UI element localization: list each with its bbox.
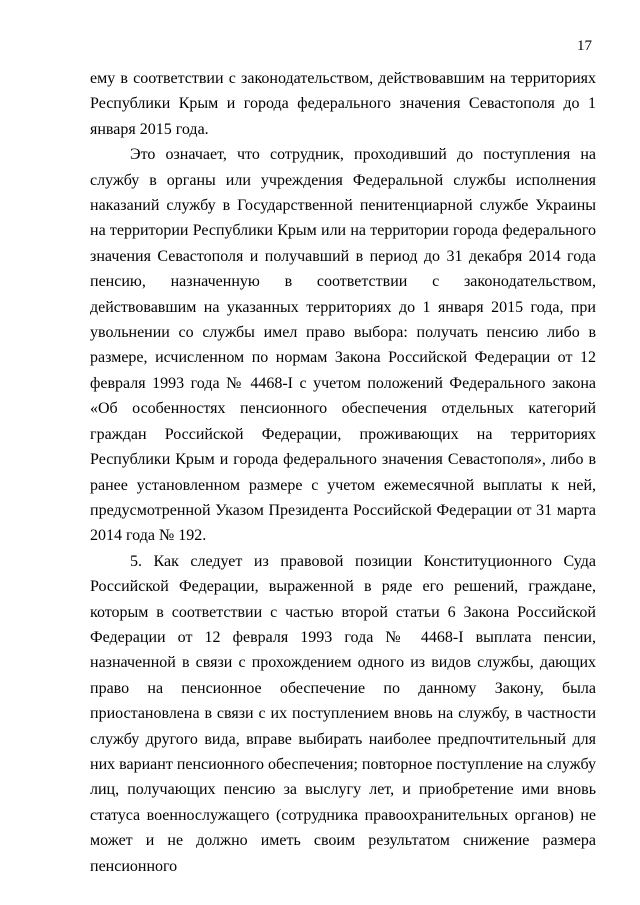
paragraph-continuation: ему в соответствии с законодательством, действовавшим на территориях Республики Крым и города федерального значения Севастополя до 1 января 2015 года.: [90, 70, 596, 138]
paragraph-item-5: 5. Как следует из правовой позиции Конституционного Суда Российской Федерации, выраженной в ряде его решений, граждане, которым в соответствии с частью второй статьи 6 Закона Российской Федерации от 12 февраля 1993 года № 4468-I выплата пенсии, назначенной в связи с прохождением одного из видов службы, дающих право на пенсионное обеспечение по данному Закону, была приостановлена в связи с их поступлением вновь на службу, в частности службу другого вида, вправе выбирать наиболее предпочтительный для них вариант пенсионного обеспечения; повторное поступление на службу лиц, получающих пенсию за выслугу лет, и приобретение ими вновь статуса военнослужащего (сотрудника правоохранительных органов) не может и не должно иметь своим результатом снижение размера пенсионного: [90, 552, 596, 875]
page-number: 17: [577, 38, 592, 54]
paragraph-explanation: Это означает, что сотрудник, проходивший до поступления на службу в органы или учреждения Федеральной службы исполнения наказаний службу в Государственной пенитенциарной службе Украины на территории Республики Крым или на территории города федерального значения Севастополя и получавший в период до 31 декабря 2014 года пенсию, назначенную в соответствии с законодательством, действовавшим на указанных территориях до 1 января 2015 года, при увольнении со службы имел право выбора: получать пенсию либо в размере, исчисленном по нормам Закона Российской Федерации от 12 февраля 1993 года № 4468-I с учетом положений Федерального закона «Об особенностях пенсионного обеспечения отдельных категорий граждан Российской Федерации, проживающих на территориях Республики Крым и города федерального значения Севастополя», либо в ранее установленном размере с учетом ежемесячной выплаты к ней, предусмотренной Указом Президента Российской Федерации от 31 марта 2014 года № 192.: [90, 146, 596, 545]
document-body: [90, 66, 596, 879]
